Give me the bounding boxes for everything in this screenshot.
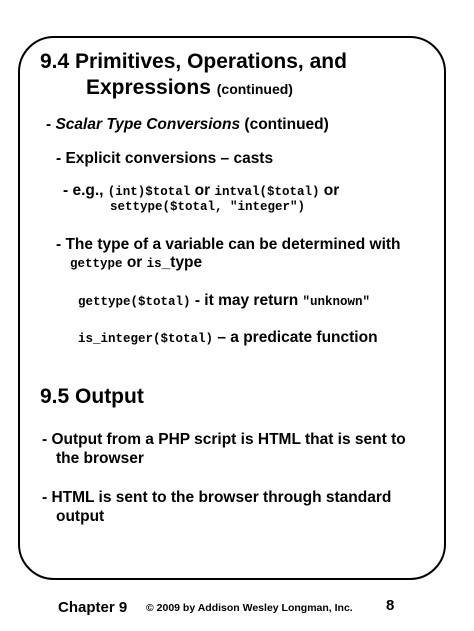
gettype-line: [78, 292, 370, 310]
eg-or-2: or: [323, 182, 340, 199]
isinteger-text: – a predicate function: [217, 329, 378, 346]
type-or: or: [126, 254, 143, 271]
footer-chapter: Chapter 9: [58, 599, 128, 616]
type-determined-line1: - The type of a variable can be determined with: [56, 236, 401, 253]
code-is-integer: is_integer($total): [78, 332, 214, 346]
explicit-conversions: - Explicit conversions – casts: [56, 150, 274, 167]
section-title-output: 9.5 Output: [40, 385, 144, 408]
type-determined-line2: [70, 254, 202, 272]
output1-line1: - Output from a PHP script is HTML that is sent to: [42, 431, 406, 448]
code-intval: intval($total): [214, 185, 320, 199]
section-title-line1: 9.4 Primitives, Operations, and: [40, 50, 347, 73]
footer-copyright: © 2009 by Addison Wesley Longman, Inc.: [146, 602, 353, 614]
code-int-cast: (int)$total: [107, 185, 191, 199]
eg-or-1: or: [194, 182, 211, 199]
scalar-label: Scalar Type Conversions: [55, 116, 241, 133]
code-is: is: [146, 257, 162, 271]
section-title-word: Expressions: [86, 76, 211, 99]
scalar-continued: (continued): [244, 116, 329, 133]
eg-line: [63, 182, 339, 200]
code-unknown: "unknown": [302, 295, 371, 309]
output2-line1: - HTML is sent to the browser through standard: [42, 489, 392, 506]
output2-line2: output: [56, 508, 105, 525]
isinteger-line: [78, 329, 378, 347]
eg-label: - e.g.,: [63, 182, 104, 199]
page-number: 8: [386, 597, 395, 614]
scalar-heading: [46, 116, 329, 134]
code-gettype-total: gettype($total): [78, 295, 191, 309]
code-settype: settype($total, "integer"): [110, 200, 306, 214]
output1-line2: the browser: [56, 450, 144, 467]
section-title-continued: (continued): [216, 81, 293, 97]
type-suffix: _type: [161, 254, 203, 271]
section-title-line2: [86, 76, 293, 100]
gettype-text: - it may return: [194, 292, 299, 309]
scalar-prefix: -: [46, 116, 56, 133]
code-gettype: gettype: [70, 257, 123, 271]
